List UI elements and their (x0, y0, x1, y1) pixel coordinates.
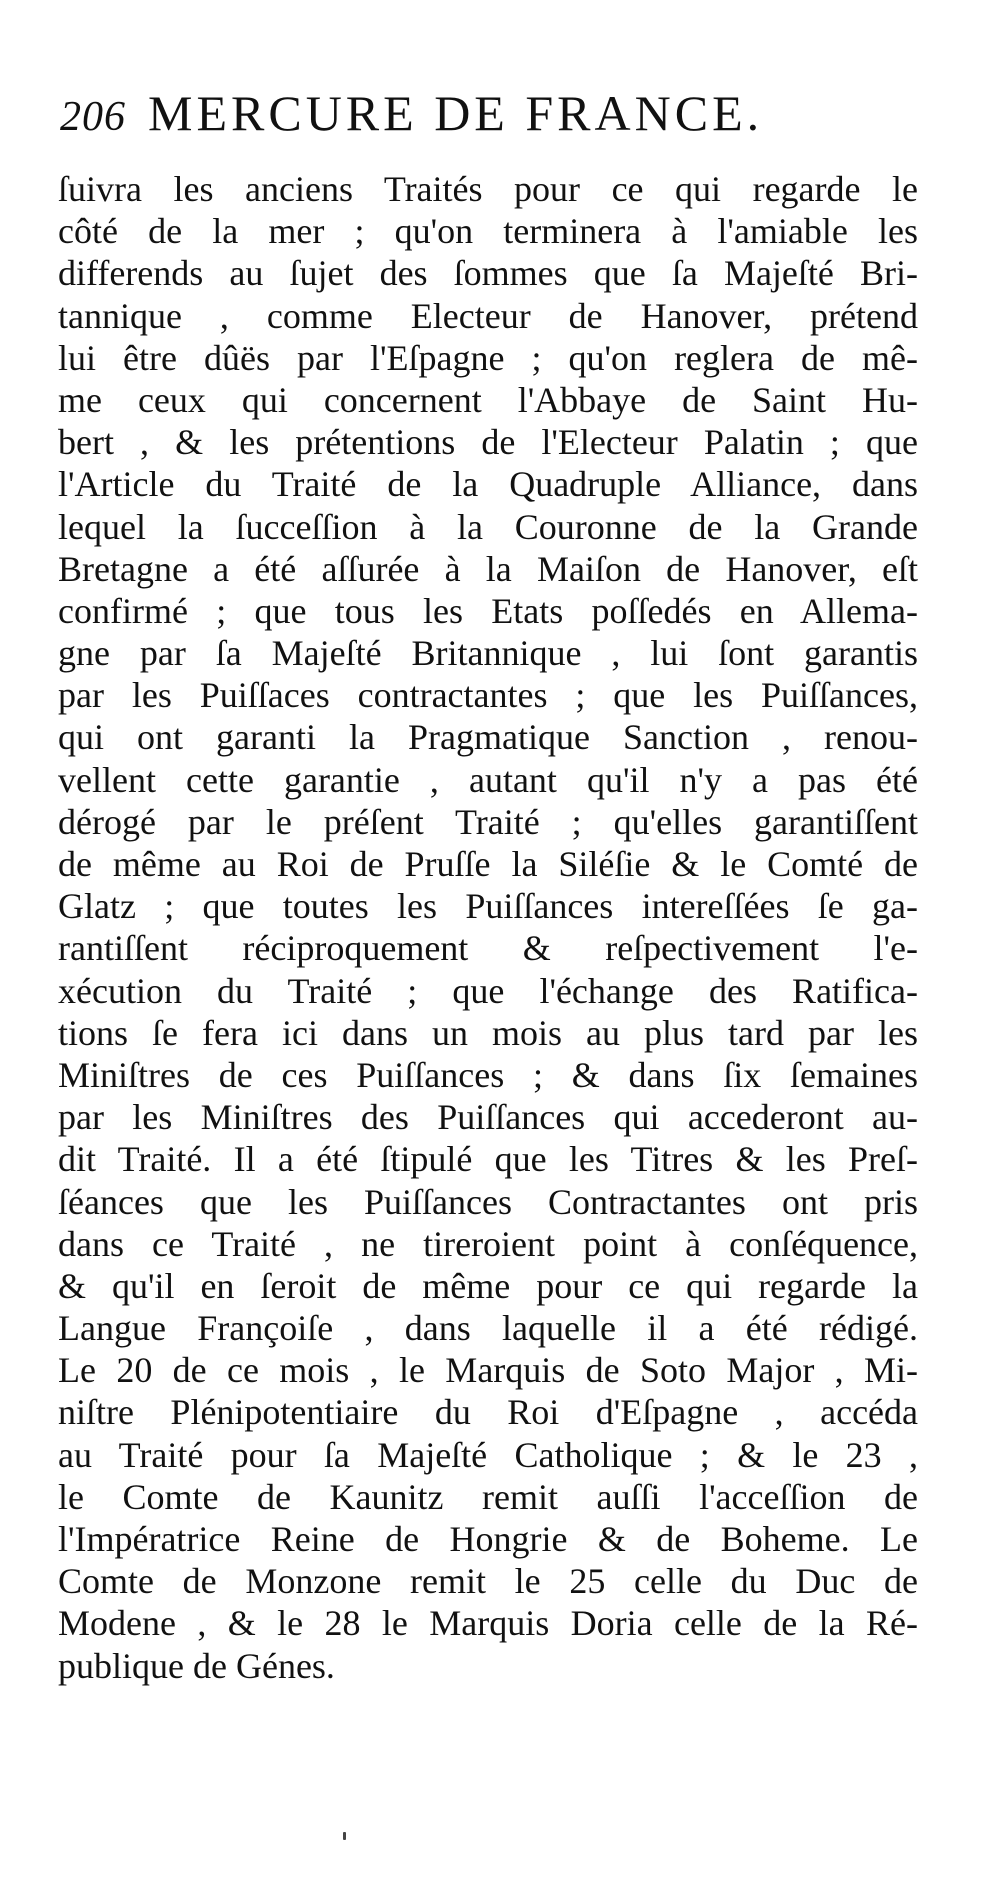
text-line: au Traité pour ſa Majeſté Catholique ; & le 23 , (58, 1434, 918, 1475)
text-line: de même au Roi de Pruſſe la Siléſie & le Comté de (58, 844, 918, 884)
text-line: xécution du Traité ; que l'échange des Ratifica- (58, 970, 918, 1011)
text-line: l'Article du Traité de la Quadruple Alliance, dans (58, 464, 918, 505)
text-line: confirmé ; que tous les Etats poſſedés en Allema- (58, 590, 918, 631)
text-line: dit Traité. Il a été ſtipulé que les Titres & les Preſ- (58, 1139, 918, 1180)
text-line: bert , & les prétentions de l'Electeur Palatin ; que (58, 422, 918, 463)
text-line: lui être dûës par l'Eſpagne ; qu'on reglera de mê- (58, 337, 918, 378)
text-line: Miniſtres de ces Puiſſances ; & dans ſix ſemaines (58, 1054, 918, 1095)
text-line: tions ſe fera ici dans un mois au plus tard par les (58, 1012, 918, 1053)
text-line: publique de Génes. (58, 1645, 335, 1686)
text-line: lequel la ſucceſſion à la Couronne de la Grande (58, 506, 918, 547)
running-head: MERCURE DE FRANCE. (148, 85, 764, 141)
text-line: Glatz ; que toutes les Puiſſances intereſſées ſe ga- (58, 886, 918, 927)
text-line: Modene , & le 28 le Marquis Doria celle de la Ré- (58, 1603, 918, 1644)
text-line: par les Miniſtres des Puiſſances qui accederont au- (58, 1097, 918, 1138)
page-header (60, 84, 960, 144)
page-number: 206 (60, 94, 126, 140)
text-line: me ceux qui concernent l'Abbaye de Saint Hu- (58, 379, 918, 420)
text-line: dans ce Traité , ne tireroient point à conſéquence, (58, 1223, 918, 1264)
text-line: Le 20 de ce mois , le Marquis de Soto Major , Mi- (58, 1350, 918, 1391)
text-line: niſtre Plénipotentiaire du Roi d'Eſpagne , accéda (58, 1392, 918, 1433)
text-line: qui ont garanti la Pragmatique Sanction , renou- (58, 717, 918, 758)
text-line: ſuivra les anciens Traités pour ce qui regarde le (58, 169, 918, 209)
text-line: dérogé par le préſent Traité ; qu'elles garantiſſent (58, 801, 918, 842)
text-line: ſéances que les Puiſſances Contractantes ont pris (58, 1181, 918, 1222)
text-line: gne par ſa Majeſté Britannique , lui ſont garantis (58, 633, 918, 674)
text-line: Langue Françoiſe , dans laquelle il a été rédigé. (58, 1308, 918, 1349)
text-line: le Comte de Kaunitz remit auſſi l'acceſſion de (58, 1476, 918, 1517)
text-line: & qu'il en ſeroit de même pour ce qui regarde la (58, 1265, 918, 1306)
text-line: tannique , comme Electeur de Hanover, prétend (58, 295, 918, 336)
text-line: Bretagne a été aſſurée à la Maiſon de Hanover, eſt (58, 548, 918, 589)
text-line: differends au ſujet des ſommes que ſa Majeſté Bri- (58, 253, 918, 294)
text-line: par les Puiſſaces contractantes ; que les Puiſſances, (58, 675, 918, 716)
text-line: Comte de Monzone remit le 25 celle du Duc de (58, 1561, 918, 1602)
text-line: rantiſſent réciproquement & reſpectivement l'e- (58, 928, 918, 969)
body-text (58, 168, 918, 1687)
text-line: vellent cette garantie , autant qu'il n'y a pas été (58, 759, 918, 800)
text-line: côté de la mer ; qu'on terminera à l'amiable les (58, 211, 918, 252)
text-line: l'Impératrice Reine de Hongrie & de Boheme. Le (58, 1519, 918, 1559)
ink-speck (343, 1832, 346, 1840)
